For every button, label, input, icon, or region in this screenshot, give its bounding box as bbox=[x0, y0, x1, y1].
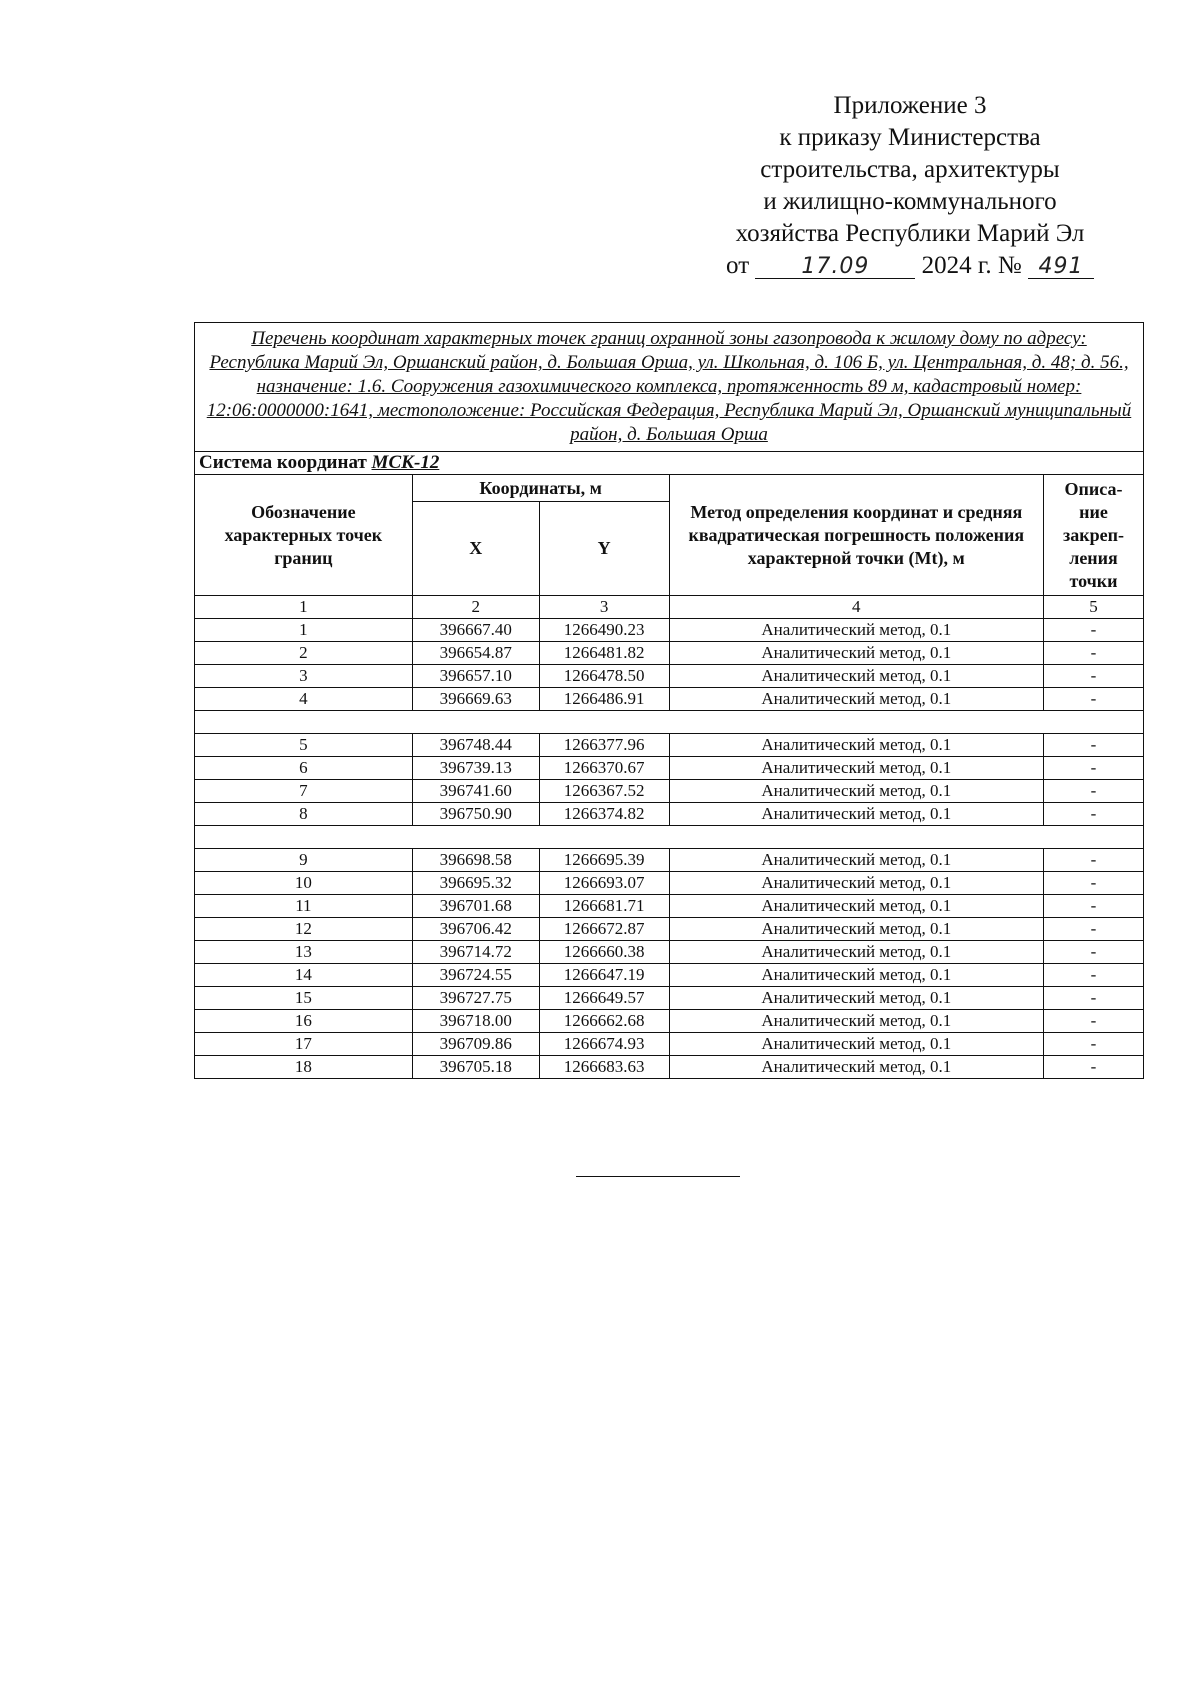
cell-y: 1266486.91 bbox=[539, 688, 669, 711]
cell-x: 396709.86 bbox=[412, 1033, 539, 1056]
cell-desc: - bbox=[1044, 642, 1144, 665]
cell-x: 396739.13 bbox=[412, 757, 539, 780]
table-row bbox=[195, 803, 1144, 826]
cell-x: 396705.18 bbox=[412, 1056, 539, 1079]
cell-y: 1266683.63 bbox=[539, 1056, 669, 1079]
cell-method: Аналитический метод, 0.1 bbox=[669, 803, 1043, 826]
cell-x: 396718.00 bbox=[412, 1010, 539, 1033]
cell-desc: - bbox=[1044, 803, 1144, 826]
cell-point: 6 bbox=[195, 757, 413, 780]
cell-point: 13 bbox=[195, 941, 413, 964]
cell-y: 1266370.67 bbox=[539, 757, 669, 780]
end-divider bbox=[576, 1176, 740, 1177]
table-row bbox=[195, 849, 1144, 872]
cell-method: Аналитический метод, 0.1 bbox=[669, 987, 1043, 1010]
appendix-line: хозяйства Республики Марий Эл bbox=[735, 220, 1085, 247]
table-row bbox=[195, 964, 1144, 987]
cell-y: 1266674.93 bbox=[539, 1033, 669, 1056]
column-number-row bbox=[195, 596, 1144, 619]
cell-x: 396667.40 bbox=[412, 619, 539, 642]
column-number: 5 bbox=[1044, 596, 1144, 619]
cell-method: Аналитический метод, 0.1 bbox=[669, 734, 1043, 757]
cell-desc: - bbox=[1044, 895, 1144, 918]
order-number-field bbox=[1028, 250, 1094, 279]
cell-desc: - bbox=[1044, 941, 1144, 964]
order-date-field bbox=[755, 250, 915, 279]
appendix-line: к приказу Министерства bbox=[779, 124, 1041, 151]
appendix-line: и жилищно-коммунального bbox=[763, 188, 1057, 215]
cell-desc: - bbox=[1044, 665, 1144, 688]
cell-x: 396724.55 bbox=[412, 964, 539, 987]
cell-y: 1266649.57 bbox=[539, 987, 669, 1010]
cell-point: 16 bbox=[195, 1010, 413, 1033]
table-row bbox=[195, 734, 1144, 757]
coordinate-system-label: Система координат bbox=[199, 452, 367, 473]
cell-point: 17 bbox=[195, 1033, 413, 1056]
cell-point: 9 bbox=[195, 849, 413, 872]
column-number: 3 bbox=[539, 596, 669, 619]
table-title: Перечень координат характерных точек границ охранной зоны газопровода к жилому дому по адресу: Республика Марий Эл, Оршанский район, д. Большая Орша, ул. Школьная, д. 106 Б, ул. Центральная, д. 48; д. 56., назначение: 1.6. Сооружения газохимического комплекса, протяженность 89 м, кадастровый номер: 12:06:0000000:1641, местоположение: Российская Федерация, Республика Марий Эл, Оршанский муниципальный район, д. Большая Орша bbox=[195, 323, 1144, 452]
header-x: X bbox=[412, 502, 539, 596]
table-row bbox=[195, 895, 1144, 918]
cell-x: 396669.63 bbox=[412, 688, 539, 711]
column-number: 1 bbox=[195, 596, 413, 619]
header-row bbox=[195, 475, 1144, 502]
table-row bbox=[195, 872, 1144, 895]
column-number: 2 bbox=[412, 596, 539, 619]
cell-point: 7 bbox=[195, 780, 413, 803]
cell-x: 396701.68 bbox=[412, 895, 539, 918]
cell-method: Аналитический метод, 0.1 bbox=[669, 642, 1043, 665]
cell-y: 1266693.07 bbox=[539, 872, 669, 895]
cell-point: 8 bbox=[195, 803, 413, 826]
cell-method: Аналитический метод, 0.1 bbox=[669, 895, 1043, 918]
order-date-handwritten: 17.09 bbox=[801, 254, 870, 279]
cell-y: 1266481.82 bbox=[539, 642, 669, 665]
order-number-handwritten: 491 bbox=[1038, 254, 1084, 279]
header-y: Y bbox=[539, 502, 669, 596]
table-row bbox=[195, 665, 1144, 688]
table-row bbox=[195, 757, 1144, 780]
coordinate-system-row bbox=[195, 452, 1144, 475]
cell-x: 396706.42 bbox=[412, 918, 539, 941]
cell-desc: - bbox=[1044, 619, 1144, 642]
coordinate-system-name: МСК-12 bbox=[371, 452, 440, 473]
cell-y: 1266478.50 bbox=[539, 665, 669, 688]
cell-desc: - bbox=[1044, 918, 1144, 941]
cell-point: 3 bbox=[195, 665, 413, 688]
order-date-line bbox=[690, 250, 1130, 282]
cell-method: Аналитический метод, 0.1 bbox=[669, 688, 1043, 711]
cell-desc: - bbox=[1044, 780, 1144, 803]
header-description: Описа- ние закреп- ления точки bbox=[1044, 475, 1144, 596]
cell-y: 1266662.68 bbox=[539, 1010, 669, 1033]
table-row bbox=[195, 918, 1144, 941]
cell-y: 1266681.71 bbox=[539, 895, 669, 918]
cell-desc: - bbox=[1044, 688, 1144, 711]
group-separator bbox=[195, 826, 1144, 849]
cell-desc: - bbox=[1044, 757, 1144, 780]
cell-x: 396698.58 bbox=[412, 849, 539, 872]
cell-desc: - bbox=[1044, 849, 1144, 872]
table-row bbox=[195, 688, 1144, 711]
cell-method: Аналитический метод, 0.1 bbox=[669, 757, 1043, 780]
cell-x: 396741.60 bbox=[412, 780, 539, 803]
header-designation: Обозначение характерных точек границ bbox=[195, 475, 413, 596]
cell-method: Аналитический метод, 0.1 bbox=[669, 849, 1043, 872]
cell-point: 1 bbox=[195, 619, 413, 642]
cell-method: Аналитический метод, 0.1 bbox=[669, 1056, 1043, 1079]
table-title-row bbox=[195, 323, 1144, 452]
cell-method: Аналитический метод, 0.1 bbox=[669, 964, 1043, 987]
cell-point: 12 bbox=[195, 918, 413, 941]
cell-desc: - bbox=[1044, 987, 1144, 1010]
appendix-line: Приложение 3 bbox=[833, 92, 987, 119]
cell-point: 18 bbox=[195, 1056, 413, 1079]
cell-y: 1266374.82 bbox=[539, 803, 669, 826]
table-row bbox=[195, 1010, 1144, 1033]
cell-x: 396748.44 bbox=[412, 734, 539, 757]
year-number-label: 2024 г. № bbox=[921, 252, 1022, 279]
cell-desc: - bbox=[1044, 1056, 1144, 1079]
table-row bbox=[195, 987, 1144, 1010]
cell-point: 14 bbox=[195, 964, 413, 987]
cell-x: 396750.90 bbox=[412, 803, 539, 826]
cell-desc: - bbox=[1044, 1010, 1144, 1033]
cell-point: 5 bbox=[195, 734, 413, 757]
group-separator-cell bbox=[195, 826, 1144, 849]
cell-y: 1266672.87 bbox=[539, 918, 669, 941]
cell-method: Аналитический метод, 0.1 bbox=[669, 918, 1043, 941]
cell-desc: - bbox=[1044, 1033, 1144, 1056]
cell-y: 1266377.96 bbox=[539, 734, 669, 757]
date-prefix: от bbox=[726, 252, 750, 279]
table-row bbox=[195, 619, 1144, 642]
table-row bbox=[195, 1033, 1144, 1056]
table-row bbox=[195, 941, 1144, 964]
cell-y: 1266660.38 bbox=[539, 941, 669, 964]
cell-desc: - bbox=[1044, 872, 1144, 895]
table-row bbox=[195, 1056, 1144, 1079]
cell-point: 4 bbox=[195, 688, 413, 711]
cell-point: 11 bbox=[195, 895, 413, 918]
appendix-header bbox=[690, 90, 1130, 282]
cell-y: 1266647.19 bbox=[539, 964, 669, 987]
cell-x: 396654.87 bbox=[412, 642, 539, 665]
cell-point: 2 bbox=[195, 642, 413, 665]
cell-method: Аналитический метод, 0.1 bbox=[669, 941, 1043, 964]
cell-x: 396714.72 bbox=[412, 941, 539, 964]
cell-point: 10 bbox=[195, 872, 413, 895]
group-separator bbox=[195, 711, 1144, 734]
cell-method: Аналитический метод, 0.1 bbox=[669, 872, 1043, 895]
cell-method: Аналитический метод, 0.1 bbox=[669, 619, 1043, 642]
header-coordinates: Координаты, м bbox=[412, 475, 669, 502]
column-number: 4 bbox=[669, 596, 1043, 619]
coordinates-table bbox=[194, 322, 1144, 1079]
appendix-line: строительства, архитектуры bbox=[760, 156, 1060, 183]
cell-method: Аналитический метод, 0.1 bbox=[669, 780, 1043, 803]
cell-x: 396727.75 bbox=[412, 987, 539, 1010]
cell-point: 15 bbox=[195, 987, 413, 1010]
table-row bbox=[195, 780, 1144, 803]
cell-x: 396657.10 bbox=[412, 665, 539, 688]
cell-method: Аналитический метод, 0.1 bbox=[669, 665, 1043, 688]
group-separator-cell bbox=[195, 711, 1144, 734]
cell-y: 1266695.39 bbox=[539, 849, 669, 872]
cell-desc: - bbox=[1044, 964, 1144, 987]
cell-desc: - bbox=[1044, 734, 1144, 757]
table-row bbox=[195, 642, 1144, 665]
cell-y: 1266490.23 bbox=[539, 619, 669, 642]
coordinate-system bbox=[195, 452, 1144, 475]
header-method: Метод определения координат и средняя квадратическая погрешность положения характерной точки (Mt), м bbox=[669, 475, 1043, 596]
cell-method: Аналитический метод, 0.1 bbox=[669, 1033, 1043, 1056]
cell-method: Аналитический метод, 0.1 bbox=[669, 1010, 1043, 1033]
cell-x: 396695.32 bbox=[412, 872, 539, 895]
cell-y: 1266367.52 bbox=[539, 780, 669, 803]
